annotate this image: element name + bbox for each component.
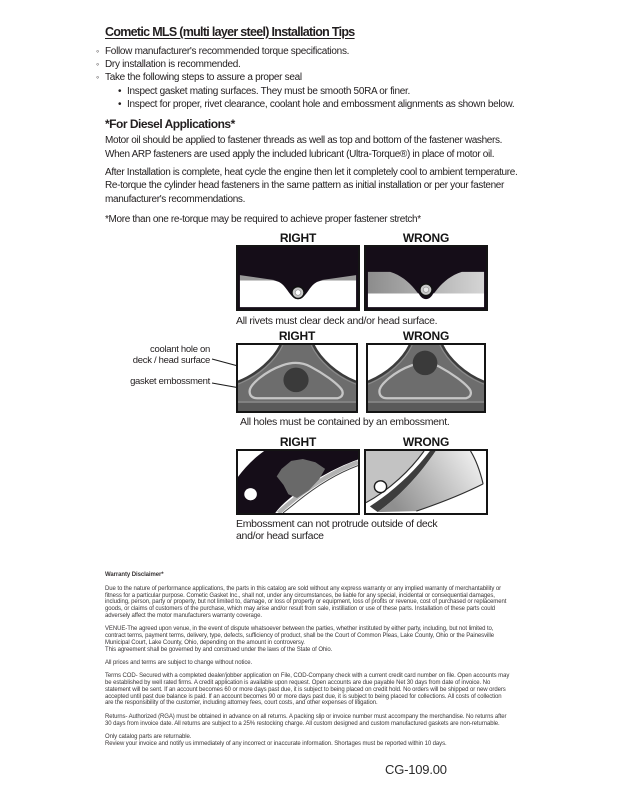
gasket-bottom-band (238, 402, 356, 411)
embossment-right-illustration (238, 345, 356, 411)
dot-bullet-icon: • (118, 98, 122, 110)
returns-paragraph: Returns- Authorized (RGA) must be obtained in advance on all returns. A packing slip or invoice number must accompany the merchandise. No returns after 30 days from invoice date. All returns are subject to a 25% restocking charge. All custom designed and custom manufactured gaskets are non-returnable. (105, 713, 507, 727)
page-title: Cometic MLS (multi layer steel) Installation Tips (105, 25, 355, 39)
coolant-hole-annotation (95, 345, 210, 366)
caption-text: and/or head surface (236, 530, 324, 542)
annotation-text: gasket embossment (130, 376, 210, 387)
bullet-text: Inspect gasket mating surfaces. They must be smooth 50RA or finer. (127, 85, 410, 97)
catalog-returns-paragraph (105, 734, 511, 748)
tips-list (96, 45, 523, 111)
diesel-paragraph-1: Motor oil should be applied to fastener threads as well as top and bottom of the fastener washers. When ARP fasteners are used apply the included lubricant (Ultra-Torque®) in place of motor oil. (105, 135, 503, 160)
page-number: CG-109.00 (385, 762, 447, 777)
holes-caption: All holes must be contained by an embossment. (240, 416, 450, 428)
bullet-text: Dry installation is recommended. (105, 59, 241, 71)
terms-paragraph: Terms COD- Secured with a completed dealer/jobber application on File, COD-Company check with a current credit card number on file. Open accounts may be established by well rated firms. A credit application is available upon request. Open accounts are due payable Net 30 days from date of invoice. No statement will be sent. If an account becomes 60 or more days past due, it is subject to being placed on credit hold. No orders will be shipped or new orders accepted until past due balance is paid. If an account becomes 90 or more days past due, it is subject to being placed for collections. All costs of collection are the responsibility of the customer, including attorney fees, court costs, and other expenses of litigation. (105, 673, 510, 707)
circle-bullet-icon: ◦ (96, 72, 99, 83)
rivet-caption: All rivets must clear deck and/or head surface. (236, 315, 438, 327)
caption-text: Embossment can not protrude outside of deck (236, 518, 438, 530)
list-item (96, 71, 523, 84)
right-label: RIGHT (279, 231, 317, 245)
rivet-right-illustration (238, 247, 358, 309)
legal-text: Review your invoice and notify us immediately of any incorrect or inaccurate information. Shortages must be reported within 10 days. (105, 740, 447, 747)
right-label: RIGHT (278, 329, 316, 343)
warranty-paragraph: Due to the nature of performance applications, the parts in this catalog are sold without any express warranty or any implied warranty of merchantability or fitness for a particular purpose. Cometic Gasket Inc., shall not, under any circumstances, be liable for any special, incidental or consequential damages, including, person, party or property, but not limited to, damage, or loss of property or equipment, loss of profits or revenue, cost of purchased or replacement goods, or claims of customers of the purchase, which may arise and/or result from sale, instillation or use of these parts. Installation of these parts could adversely affect the motor manufacturers warranty coverage. (105, 585, 507, 619)
tips-section (96, 25, 523, 227)
protrusion-wrong-diagram (364, 449, 488, 515)
warranty-heading: Warranty Disclaimer* (105, 572, 164, 578)
embossment-annotation (95, 377, 210, 388)
diesel-paragraph-2: After Installation is complete, heat cycle the engine then let it completely cool to ambient temperature. Re-torque the cylinder head fasteners in the same pattern as initial installation or per your fastener manufacturer's recommendations. (105, 166, 518, 206)
rivet-right-diagram (236, 245, 360, 311)
bolt-hole (374, 481, 386, 493)
right-label: RIGHT (279, 435, 317, 449)
bullet-text: Take the following steps to assure a proper seal (105, 72, 302, 84)
diesel-heading: *For Diesel Applications* (105, 117, 235, 132)
protrusion-wrong-illustration (366, 451, 486, 513)
list-item (96, 58, 523, 71)
protrusion-right-illustration (238, 451, 358, 513)
circle-bullet-icon: ◦ (96, 46, 99, 56)
wrong-label: WRONG (402, 435, 450, 449)
rivet-center (295, 290, 301, 295)
legal-text: VENUE-The agreed upon venue, in the event of dispute whatsoever between the parties, whether instituted by either party, including, but not limited to, contract terms, payment terms, delivery, type, defects, sufficiency of product, shall be the Court of Common Pleas, Lake County, Ohio or the Painesville Municipal Court, Lake County, Ohio, depending on the amount in controversy. (105, 626, 495, 646)
coolant-hole (283, 368, 308, 393)
embossment-wrong-diagram (366, 343, 486, 413)
dot-bullet-icon: • (118, 85, 122, 97)
rivet-center (423, 287, 429, 292)
coolant-hole (413, 351, 438, 376)
legal-text: This agreement shall be governed by and construed under the laws of the State of Ohio. (105, 646, 333, 653)
retorque-note: *More than one re-torque may be required to achieve proper fastener stretch* (105, 214, 421, 225)
embossment-right-diagram (236, 343, 358, 413)
prices-paragraph: All prices and terms are subject to change without notice. (105, 659, 253, 666)
protrusion-right-diagram (236, 449, 360, 515)
bullet-text: Follow manufacturer's recommended torque specifications. (105, 46, 350, 57)
sub-list-item (105, 85, 523, 98)
annotation-text: coolant hole on (150, 344, 210, 355)
venue-paragraph (105, 626, 511, 653)
rivet-wrong-illustration (366, 247, 486, 309)
list-item (96, 45, 523, 58)
legal-section (105, 572, 511, 754)
wrong-label: WRONG (402, 231, 450, 245)
legal-text: Only catalog parts are returnable. (105, 733, 192, 740)
embossment-wrong-illustration (368, 345, 484, 411)
annotation-text: deck / head surface (132, 354, 210, 366)
bolt-hole (244, 488, 257, 500)
wrong-label: WRONG (402, 329, 450, 343)
bullet-text: Inspect for proper, rivet clearance, coolant hole and embossment alignments as shown below. (127, 98, 515, 110)
rivet-wrong-diagram (364, 245, 488, 311)
gasket-bottom-band (368, 402, 484, 411)
protrusion-caption (236, 518, 437, 542)
circle-bullet-icon: ◦ (96, 59, 99, 70)
sub-list-item (105, 98, 523, 111)
